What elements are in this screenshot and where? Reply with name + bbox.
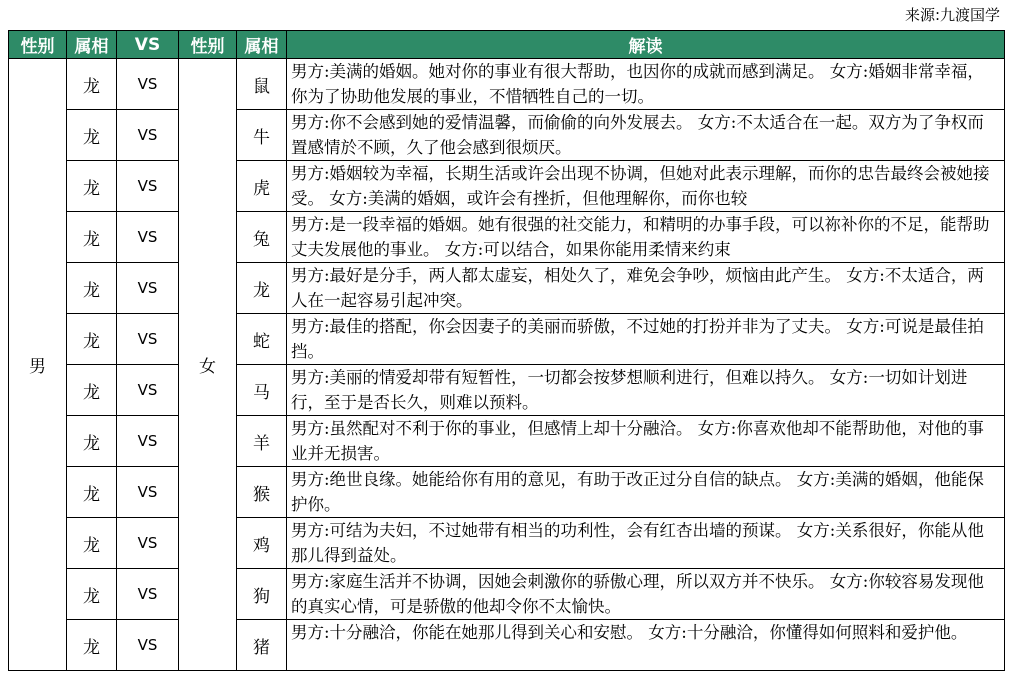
header-row <box>9 31 1005 59</box>
table-row <box>9 620 1005 671</box>
interpretation-text: 男方:你不会感到她的爱情温馨，而偷偷的向外发展去。 女方:不太适合在一起。双方为了争权而置感情於不顾，久了他会感到很烦厌。 <box>291 113 984 157</box>
male-sign-cell: 龙 <box>67 314 117 365</box>
vs-cell: VS <box>117 161 179 212</box>
female-sign-cell: 鼠 <box>237 59 287 110</box>
female-sign-cell: 马 <box>237 365 287 416</box>
interpretation-cell <box>287 314 1005 365</box>
interpretation-text: 男方:婚姻较为幸福，长期生活或许会出现不协调，但她对此表示理解，而你的忠告最终会被她接受。 女方:美满的婚姻，或许会有挫折，但他理解你，而你也较 <box>291 164 990 208</box>
source-label: 来源:九渡国学 <box>904 6 1000 24</box>
interpretation-cell <box>287 161 1005 212</box>
table-row <box>9 110 1005 161</box>
vs-cell: VS <box>117 518 179 569</box>
female-sign-cell: 蛇 <box>237 314 287 365</box>
zodiac-match-table <box>8 30 1005 671</box>
female-sign-cell: 猪 <box>237 620 287 671</box>
female-gender-cell: 女 <box>179 59 237 671</box>
male-sign-cell: 龙 <box>67 518 117 569</box>
header-gender-male: 性别 <box>9 31 67 59</box>
male-sign-cell: 龙 <box>67 263 117 314</box>
interpretation-text: 男方:美丽的情爱却带有短暂性，一切都会按梦想顺利进行，但难以持久。 女方:一切如计划进行，至于是否长久，则难以预料。 <box>291 368 968 412</box>
table-row <box>9 569 1005 620</box>
interpretation-text: 男方:虽然配对不利于你的事业，但感情上却十分融洽。 女方:你喜欢他却不能帮助他，对他的事业并无损害。 <box>291 419 984 463</box>
table-row <box>9 161 1005 212</box>
interpretation-cell <box>287 365 1005 416</box>
vs-cell: VS <box>117 314 179 365</box>
male-sign-cell: 龙 <box>67 59 117 110</box>
interpretation-cell <box>287 518 1005 569</box>
male-sign-cell: 龙 <box>67 569 117 620</box>
interpretation-text: 男方:十分融洽，你能在她那儿得到关心和安慰。 女方:十分融洽，你懂得如何照料和爱护他。 <box>291 623 968 642</box>
female-sign-cell: 羊 <box>237 416 287 467</box>
interpretation-cell <box>287 263 1005 314</box>
vs-cell: VS <box>117 467 179 518</box>
male-sign-cell: 龙 <box>67 110 117 161</box>
interpretation-text: 男方:可结为夫妇，不过她带有相当的功利性，会有红杏出墙的预谋。 女方:关系很好，你能从他那儿得到益处。 <box>291 521 984 565</box>
table-row <box>9 212 1005 263</box>
table-row <box>9 416 1005 467</box>
interpretation-cell <box>287 110 1005 161</box>
vs-cell: VS <box>117 110 179 161</box>
male-sign-cell: 龙 <box>67 467 117 518</box>
male-sign-cell: 龙 <box>67 620 117 671</box>
header-sign-male: 属相 <box>67 31 117 59</box>
vs-cell: VS <box>117 569 179 620</box>
interpretation-cell <box>287 620 1005 671</box>
male-gender-cell: 男 <box>9 59 67 671</box>
interpretation-cell <box>287 467 1005 518</box>
female-sign-cell: 猴 <box>237 467 287 518</box>
vs-cell: VS <box>117 59 179 110</box>
female-sign-cell: 狗 <box>237 569 287 620</box>
interpretation-text: 男方:绝世良缘。她能给你有用的意见，有助于改正过分自信的缺点。 女方:美满的婚姻，他能保护你。 <box>291 470 984 514</box>
vs-cell: VS <box>117 416 179 467</box>
interpretation-text: 男方:美满的婚姻。她对你的事业有很大帮助，也因你的成就而感到满足。 女方:婚姻非常幸福，你为了协助他发展的事业，不惜牺牲自己的一切。 <box>291 62 984 106</box>
table-row <box>9 263 1005 314</box>
interpretation-cell <box>287 569 1005 620</box>
male-sign-cell: 龙 <box>67 212 117 263</box>
male-sign-cell: 龙 <box>67 161 117 212</box>
vs-cell: VS <box>117 365 179 416</box>
interpretation-cell <box>287 416 1005 467</box>
female-sign-cell: 龙 <box>237 263 287 314</box>
vs-cell: VS <box>117 212 179 263</box>
header-vs: VS <box>117 31 179 59</box>
table-row <box>9 518 1005 569</box>
interpretation-cell <box>287 59 1005 110</box>
vs-cell: VS <box>117 620 179 671</box>
header-interpretation: 解读 <box>287 31 1005 59</box>
female-sign-cell: 牛 <box>237 110 287 161</box>
table-row <box>9 314 1005 365</box>
male-sign-cell: 龙 <box>67 416 117 467</box>
interpretation-text: 男方:最好是分手，两人都太虚妄，相处久了，难免会争吵，烦恼由此产生。 女方:不太适合，两人在一起容易引起冲突。 <box>291 266 984 310</box>
interpretation-text: 男方:最佳的搭配，你会因妻子的美丽而骄傲，不过她的打扮并非为了丈夫。 女方:可说是最佳拍挡。 <box>291 317 984 361</box>
interpretation-cell <box>287 212 1005 263</box>
female-sign-cell: 虎 <box>237 161 287 212</box>
table-row <box>9 467 1005 518</box>
header-sign-female: 属相 <box>237 31 287 59</box>
interpretation-text: 男方:是一段幸福的婚姻。她有很强的社交能力，和精明的办事手段，可以祢补你的不足，能帮助丈夫发展他的事业。 女方:可以结合，如果你能用柔情来约束 <box>291 215 990 259</box>
female-sign-cell: 鸡 <box>237 518 287 569</box>
female-sign-cell: 兔 <box>237 212 287 263</box>
table-row <box>9 365 1005 416</box>
table-row <box>9 59 1005 110</box>
male-sign-cell: 龙 <box>67 365 117 416</box>
header-gender-female: 性别 <box>179 31 237 59</box>
vs-cell: VS <box>117 263 179 314</box>
interpretation-text: 男方:家庭生活并不协调，因她会刺激你的骄傲心理，所以双方并不快乐。 女方:你较容易发现他的真实心情，可是骄傲的他却令你不太愉快。 <box>291 572 984 616</box>
